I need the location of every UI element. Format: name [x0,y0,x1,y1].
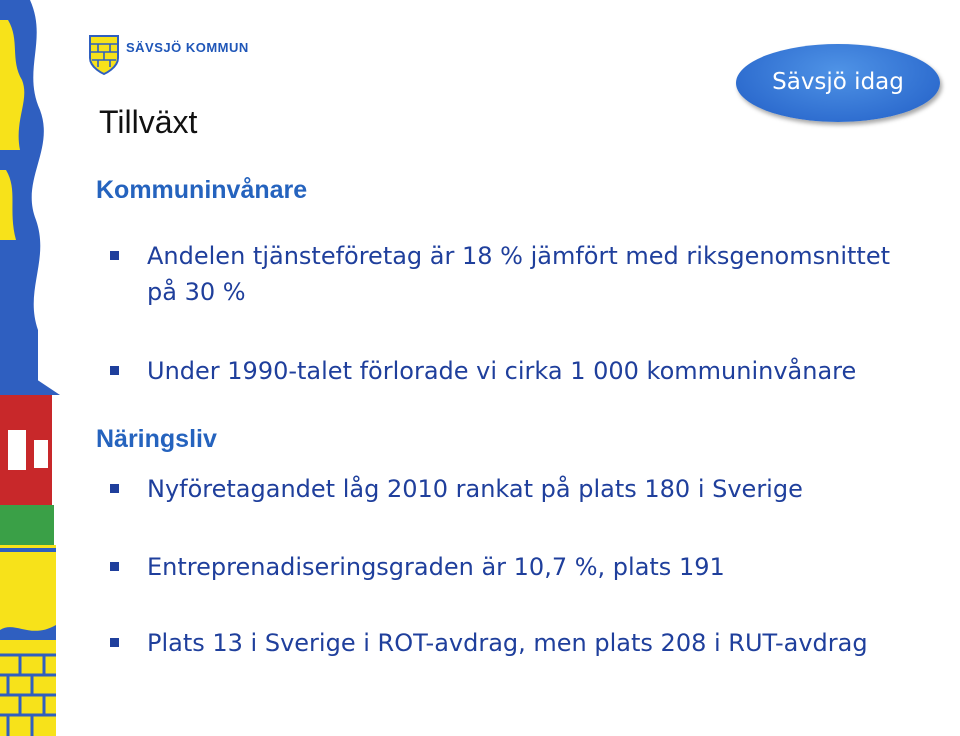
bullet-item [110,471,930,507]
slide-title: Tillväxt [99,104,198,140]
bullet-item [110,625,930,661]
decorative-side-artwork [0,0,60,736]
square-bullet-icon [110,366,119,375]
logo-text: SÄVSJÖ KOMMUN [126,40,249,55]
badge-label: Sävsjö idag [772,69,904,95]
bullet-text: Entreprenadiseringsgraden är 10,7 %, plats 191 [147,553,725,581]
section-heading-kommuninvanare: Kommuninvånare [96,176,308,204]
savsjo-idag-badge [736,44,940,122]
square-bullet-icon [110,638,119,647]
bullet-text: Under 1990-talet förlorade vi cirka 1 000 kommuninvånare [147,357,857,385]
square-bullet-icon [110,562,119,571]
section-heading-naringsliv: Näringsliv [96,425,217,453]
bullet-item [110,549,930,585]
bullet-item [110,238,930,310]
bullet-text: Plats 13 i Sverige i ROT-avdrag, men plats 208 i RUT-avdrag [147,629,868,657]
bullet-text: Andelen tjänsteföretag är 18 % jämfört med riksgenomsnittet på 30 % [147,242,890,306]
square-bullet-icon [110,251,119,260]
square-bullet-icon [110,484,119,493]
bullet-text: Nyföretagandet låg 2010 rankat på plats 180 i Sverige [147,475,803,503]
bullet-item [110,353,930,389]
